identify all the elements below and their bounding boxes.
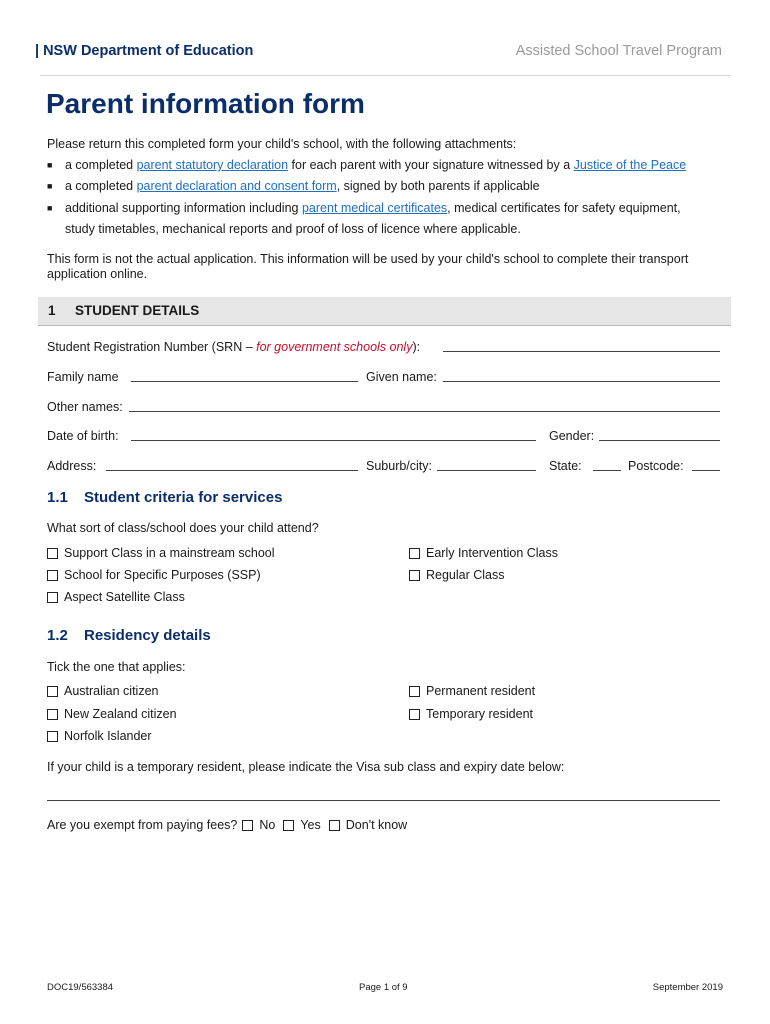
option-label: No (259, 818, 276, 832)
option-nz-citizen[interactable] (47, 707, 177, 721)
option-label: Regular Class (426, 568, 505, 582)
checkbox-dont-know[interactable] (329, 820, 340, 831)
option-permanent-resident[interactable] (409, 684, 535, 698)
parent-declaration-consent-form-link[interactable]: parent declaration and consent form (136, 179, 337, 193)
option-ssp[interactable] (47, 568, 261, 582)
gender-label: Gender: (549, 429, 595, 443)
footer-date: September 2019 (652, 982, 723, 993)
option-label: Aspect Satellite Class (64, 590, 185, 604)
fee-exemption-row (47, 818, 407, 832)
note-line-1: This form is not the actual application. This information will be used by your child's school to complete their transport (47, 252, 689, 266)
bullet-marker: ■ (47, 160, 53, 170)
option-temporary-resident[interactable] (409, 707, 533, 721)
option-label: Norfolk Islander (64, 729, 152, 743)
srn-label-text: Student Registration Number (SRN – (47, 340, 257, 354)
option-early-intervention[interactable] (409, 546, 558, 560)
dob-input[interactable] (131, 440, 536, 441)
option-label: Yes (300, 818, 321, 832)
option-aspect-satellite[interactable] (47, 590, 185, 604)
address-label: Address: (47, 459, 97, 473)
page-number: Page 1 of 9 (359, 982, 408, 993)
intro-lead: Please return this completed form your child's school, with the following attachments: (47, 137, 517, 151)
other-names-label: Other names: (47, 400, 123, 414)
state-label: State: (549, 459, 582, 473)
given-name-label: Given name: (366, 370, 437, 384)
checkbox[interactable] (409, 548, 420, 559)
checkbox[interactable] (47, 686, 58, 697)
option-label: Early Intervention Class (426, 546, 559, 560)
postcode-input[interactable] (692, 470, 720, 471)
checkbox-no[interactable] (242, 820, 253, 831)
option-label: Don't know (345, 818, 408, 832)
residency-question: Tick the one that applies: (47, 660, 186, 674)
srn-qualifier: for government schools only (256, 340, 413, 354)
option-regular-class[interactable] (409, 568, 505, 582)
program-name: Assisted School Travel Program (515, 43, 722, 59)
page-title: Parent information form (46, 88, 365, 119)
bullet-text: a completed (65, 158, 137, 172)
bullet-text: a completed (65, 179, 137, 193)
checkbox[interactable] (47, 592, 58, 603)
option-label: Temporary resident (426, 707, 533, 721)
bullet-marker: ■ (47, 181, 53, 191)
checkbox[interactable] (47, 709, 58, 720)
checkbox[interactable] (47, 548, 58, 559)
srn-label-close: ): (412, 340, 421, 354)
bullet-statutory-declaration (65, 158, 686, 172)
family-name-input[interactable] (131, 381, 358, 382)
checkbox[interactable] (409, 709, 420, 720)
department-name: | NSW Department of Education (35, 43, 254, 59)
option-label: Australian citizen (64, 684, 159, 698)
header-divider (40, 75, 731, 76)
criteria-heading: Student criteria for services (84, 489, 283, 506)
postcode-label: Postcode: (628, 459, 684, 473)
option-australian-citizen[interactable] (47, 684, 159, 698)
state-input[interactable] (593, 470, 621, 471)
bullet-text: for each parent with your signature witnessed by a (288, 158, 574, 172)
bullet-marker: ■ (47, 203, 53, 213)
option-label: School for Specific Purposes (SSP) (64, 568, 261, 582)
criteria-question: What sort of class/school does your child attend? (47, 521, 319, 535)
section-student-details-header (38, 297, 731, 326)
given-name-input[interactable] (443, 381, 720, 382)
bullet-consent-form (65, 179, 540, 193)
section-number: 1 (48, 303, 56, 318)
other-names-input[interactable] (129, 411, 720, 412)
dob-label: Date of birth: (47, 429, 119, 443)
gender-input[interactable] (599, 440, 720, 441)
option-label: Support Class in a mainstream school (64, 546, 275, 560)
suburb-label: Suburb/city: (366, 459, 433, 473)
parent-statutory-declaration-link[interactable]: parent statutory declaration (136, 158, 289, 172)
srn-input[interactable] (443, 351, 720, 352)
option-label: New Zealand citizen (64, 707, 177, 721)
document-id: DOC19/563384 (47, 982, 114, 993)
option-norfolk-islander[interactable] (47, 729, 152, 743)
bullet-supporting-info-line2: study timetables, mechanical reports and proof of loss of licence where applicable. (65, 222, 521, 236)
visa-details-input[interactable] (47, 800, 720, 801)
criteria-heading-number: 1.1 (47, 489, 68, 506)
bullet-text: , signed by both parents if applicable (336, 179, 540, 193)
family-name-label: Family name (47, 370, 119, 384)
checkbox-yes[interactable] (283, 820, 294, 831)
checkbox[interactable] (47, 570, 58, 581)
checkbox[interactable] (47, 731, 58, 742)
address-input[interactable] (106, 470, 358, 471)
checkbox[interactable] (409, 686, 420, 697)
option-label: Permanent resident (426, 684, 536, 698)
bullet-text: additional supporting information including (65, 201, 302, 215)
fee-exemption-question: Are you exempt from paying fees? (47, 818, 238, 832)
justice-of-the-peace-link[interactable]: Justice of the Peace (573, 158, 687, 172)
note-line-2: application online. (47, 267, 148, 281)
residency-heading: Residency details (84, 627, 211, 644)
visa-prompt: If your child is a temporary resident, please indicate the Visa sub class and expiry date below: (47, 760, 565, 774)
checkbox[interactable] (409, 570, 420, 581)
suburb-input[interactable] (437, 470, 536, 471)
bullet-text: , medical certificates for safety equipment, (447, 201, 681, 215)
parent-medical-certificates-link[interactable]: parent medical certificates (301, 201, 448, 215)
option-support-class[interactable] (47, 546, 275, 560)
section-title: STUDENT DETAILS (75, 303, 200, 318)
residency-heading-number: 1.2 (47, 627, 68, 644)
srn-label (47, 340, 420, 354)
bullet-supporting-info (65, 201, 681, 215)
